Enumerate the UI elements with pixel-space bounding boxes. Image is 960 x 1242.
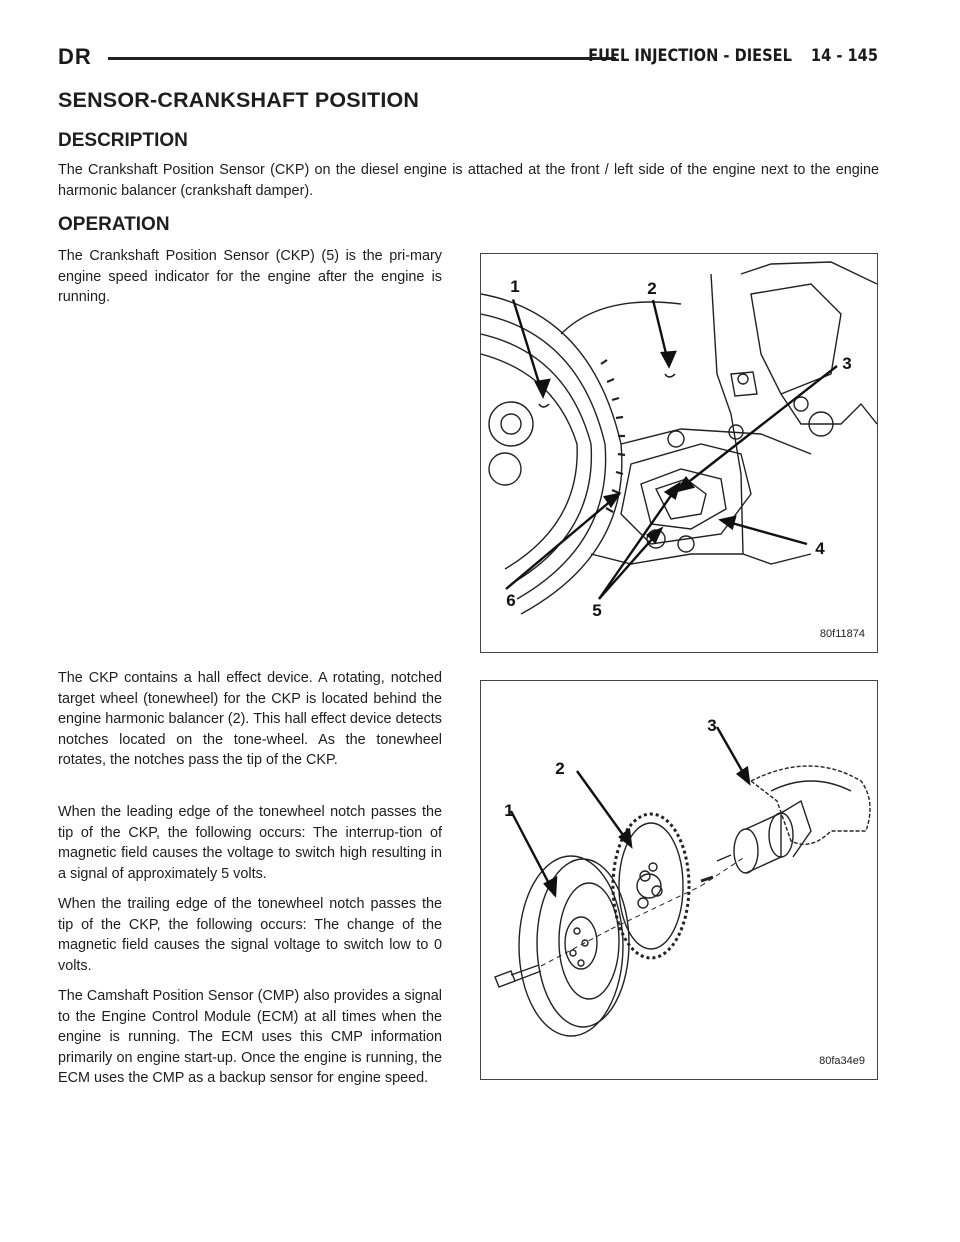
header-section: [588, 46, 878, 66]
header-rule: [108, 57, 616, 60]
operation-paragraph: When the leading edge of the tonewheel notch passes the tip of the CKP, the following occurs: The interrup-tion of magnetic field causes the voltage to switch high resulting in a signal of approximately 5 volts.: [58, 804, 442, 882]
operation-paragraph: The Crankshaft Position Sensor (CKP) (5) is the pri-mary engine speed indicator for the engine after the engine is running.: [58, 248, 442, 306]
operation-paragraph: When the trailing edge of the tonewheel notch passes the tip of the CKP, the following occurs: The change of the magnetic field causes the signal voltage to switch low to 0 volts.: [58, 896, 442, 974]
engine-front-illustration: [481, 254, 877, 652]
description-text: The Crankshaft Position Sensor (CKP) on the diesel engine is attached at the front / left side of the engine next to the engine harmonic balancer (crankshaft damper).: [58, 162, 879, 199]
figure-callout: 2: [647, 279, 657, 298]
figure-callout: 2: [555, 759, 565, 778]
figure-callout: 3: [707, 716, 717, 735]
figure-callout: 6: [506, 591, 516, 610]
page-header: [58, 44, 878, 74]
figure-callout: 1: [504, 801, 514, 820]
header-page-number: 14 - 145: [810, 46, 878, 66]
header-section-title: FUEL INJECTION - DIESEL: [588, 46, 792, 66]
description-heading: DESCRIPTION: [58, 130, 188, 151]
operation-paragraph: The Camshaft Position Sensor (CMP) also provides a signal to the Engine Control Module (ECM) at all times when the engine is running. The ECM uses this CMP information primarily on engine start-up. Once the engine is running, the ECM uses the CMP as a backup sensor for engine speed.: [58, 988, 442, 1087]
figure-id: 80fa34e9: [819, 1055, 865, 1067]
figure-callout: 4: [815, 539, 825, 558]
figure-callout: 1: [510, 277, 520, 296]
page-title: SENSOR-CRANKSHAFT POSITION: [58, 88, 420, 112]
figure-tonewheel-exploded: [480, 680, 878, 1080]
operation-paragraph: The CKP contains a hall effect device. A rotating, notched target wheel (tonewheel) for the CKP is located behind the engine harmonic balancer (2). This hall effect device detects notches located on the tone-wheel. As the tonewheel rotates, the notches pass the tip of the CKP.: [58, 670, 442, 769]
figure-callout: 3: [842, 354, 852, 373]
header-model-code: DR: [58, 44, 92, 69]
operation-heading: OPERATION: [58, 214, 170, 235]
balancer-tonewheel-illustration: [481, 681, 877, 1079]
figure-ckp-location: [480, 253, 878, 653]
figure-id: 80f11874: [819, 628, 865, 640]
figure-callout: 5: [592, 601, 602, 620]
